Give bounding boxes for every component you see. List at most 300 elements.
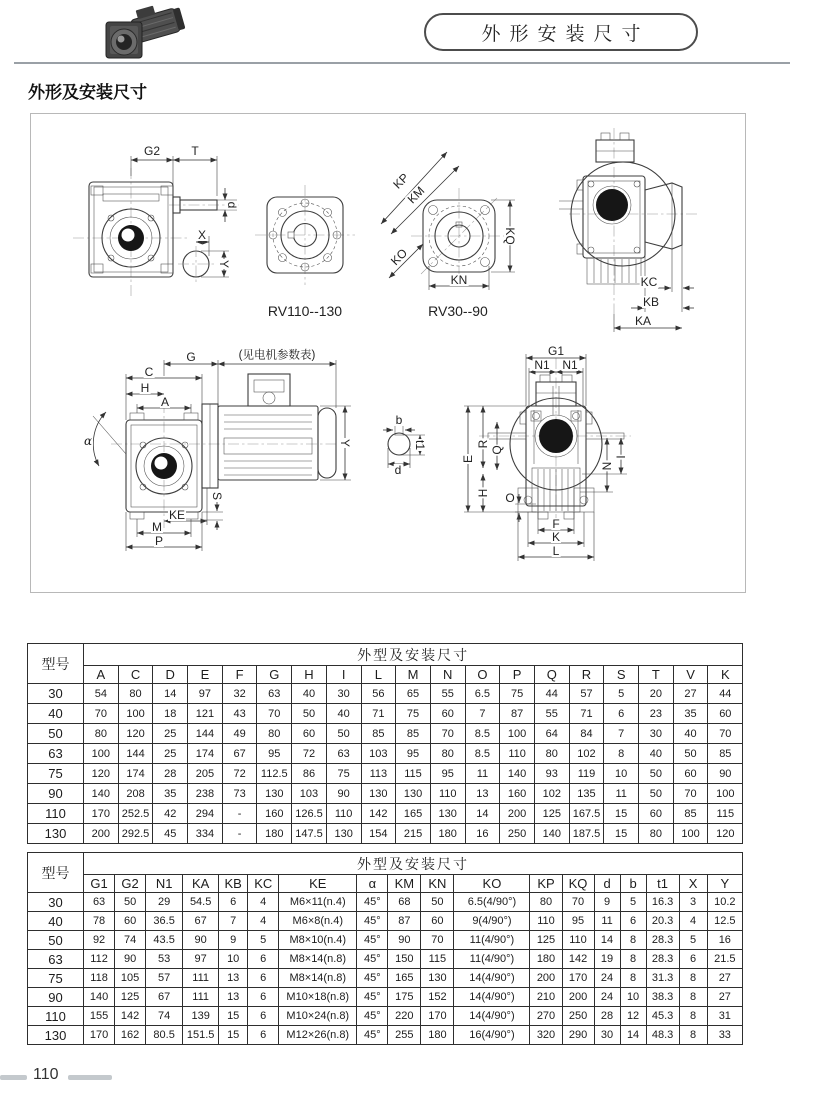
value-cell: 19 <box>594 950 620 969</box>
value-cell: 31.3 <box>646 969 679 988</box>
value-cell: 50 <box>639 764 674 784</box>
header-divider <box>14 62 790 64</box>
value-cell: 70 <box>257 704 292 724</box>
value-cell: 5 <box>620 893 646 912</box>
value-cell: 25 <box>153 744 188 764</box>
column-header: KB <box>219 875 248 893</box>
value-cell: 10 <box>620 988 646 1007</box>
value-cell: 50 <box>292 704 327 724</box>
column-header: KN <box>421 875 454 893</box>
value-cell: 147.5 <box>292 824 327 844</box>
value-cell: 6 <box>248 969 279 988</box>
value-cell: 16 <box>707 931 742 950</box>
value-cell: 29 <box>146 893 183 912</box>
table-row <box>28 1026 743 1045</box>
value-cell: 200 <box>562 988 594 1007</box>
value-cell: 11 <box>604 784 639 804</box>
value-cell: 35 <box>153 784 188 804</box>
value-cell: 294 <box>188 804 223 824</box>
dim-label-P: P <box>154 534 164 548</box>
value-cell: 70 <box>84 704 119 724</box>
value-cell: 121 <box>188 704 223 724</box>
dim-label-Q: Q <box>490 445 504 455</box>
value-cell: 11(4/90°) <box>454 931 530 950</box>
value-cell: 80 <box>534 744 569 764</box>
value-cell: 45.3 <box>646 1007 679 1026</box>
value-cell: 110 <box>430 784 465 804</box>
model-cell: 63 <box>28 950 84 969</box>
value-cell: 8 <box>679 969 707 988</box>
value-cell: 90 <box>183 931 219 950</box>
value-cell: 87 <box>500 704 535 724</box>
value-cell: 110 <box>326 804 361 824</box>
value-cell: 250 <box>562 1007 594 1026</box>
value-cell: 67 <box>222 744 257 764</box>
table-row <box>28 764 743 784</box>
value-cell: 9 <box>594 893 620 912</box>
value-cell: 111 <box>183 969 219 988</box>
value-cell: 187.5 <box>569 824 604 844</box>
value-cell: 167.5 <box>569 804 604 824</box>
technical-drawings-panel <box>30 113 746 593</box>
value-cell: 162 <box>115 1026 146 1045</box>
column-header: G2 <box>115 875 146 893</box>
model-cell: 90 <box>28 784 84 804</box>
value-cell: 43.5 <box>146 931 183 950</box>
value-cell: 150 <box>388 950 421 969</box>
value-cell: 95 <box>257 744 292 764</box>
value-cell: 70 <box>562 893 594 912</box>
table-row <box>28 969 743 988</box>
value-cell: 45° <box>357 969 388 988</box>
value-cell: 170 <box>562 969 594 988</box>
value-cell: 60 <box>639 804 674 824</box>
dim-label-KM: KM <box>404 183 428 207</box>
value-cell: 30 <box>326 684 361 704</box>
value-cell: 8.5 <box>465 744 500 764</box>
dim-label-Y-motor: Y <box>338 438 352 448</box>
dim-label-alpha: α <box>83 434 93 448</box>
model-cell: 110 <box>28 1007 84 1026</box>
value-cell: 142 <box>115 1007 146 1026</box>
dim-label-KN: KN <box>450 273 468 287</box>
value-cell: 75 <box>326 764 361 784</box>
value-cell: 5 <box>248 931 279 950</box>
column-header: V <box>673 666 708 684</box>
dim-label-X: X <box>197 228 207 242</box>
value-cell: 5 <box>679 931 707 950</box>
column-header: N <box>430 666 465 684</box>
value-cell: 42 <box>153 804 188 824</box>
value-cell: 205 <box>188 764 223 784</box>
value-cell: 250 <box>500 824 535 844</box>
value-cell: 57 <box>146 969 183 988</box>
value-cell: 45° <box>357 1026 388 1045</box>
column-header: KM <box>388 875 421 893</box>
dim-label-C: C <box>144 365 154 379</box>
value-cell: 155 <box>84 1007 115 1026</box>
value-cell: 74 <box>146 1007 183 1026</box>
motor-note: (见电机参数表) <box>238 349 316 362</box>
value-cell: 115 <box>708 804 743 824</box>
value-cell: 28 <box>594 1007 620 1026</box>
dim-label-O: O <box>505 491 515 505</box>
value-cell: 100 <box>673 824 708 844</box>
value-cell: M8×14(n.8) <box>279 950 357 969</box>
value-cell: 92 <box>84 931 115 950</box>
value-cell: 12 <box>620 1007 646 1026</box>
table-row <box>28 988 743 1007</box>
table1-column-headers <box>28 666 743 684</box>
value-cell: 13 <box>465 784 500 804</box>
column-header: Q <box>534 666 569 684</box>
value-cell: 140 <box>84 988 115 1007</box>
column-header: R <box>569 666 604 684</box>
value-cell: 15 <box>604 824 639 844</box>
value-cell: 6 <box>248 988 279 1007</box>
value-cell: 130 <box>421 969 454 988</box>
table-row <box>28 704 743 724</box>
value-cell: 15 <box>219 1026 248 1045</box>
value-cell: 70 <box>673 784 708 804</box>
footer-bar-left <box>0 1075 27 1080</box>
value-cell: 50 <box>673 744 708 764</box>
value-cell: 14(4/90°) <box>454 969 530 988</box>
column-header: G1 <box>84 875 115 893</box>
value-cell: 130 <box>257 784 292 804</box>
table-row <box>28 931 743 950</box>
value-cell: 80 <box>530 893 562 912</box>
value-cell: M6×11(n.4) <box>279 893 357 912</box>
value-cell: 54 <box>84 684 119 704</box>
table-row <box>28 893 743 912</box>
table-row <box>28 912 743 931</box>
value-cell: 290 <box>562 1026 594 1045</box>
value-cell: 80 <box>639 824 674 844</box>
value-cell: 8 <box>679 988 707 1007</box>
value-cell: 24 <box>594 969 620 988</box>
value-cell: 36.5 <box>146 912 183 931</box>
column-header: G <box>257 666 292 684</box>
value-cell: 63 <box>326 744 361 764</box>
column-header: Y <box>707 875 742 893</box>
model-cell: 75 <box>28 764 84 784</box>
dim-label-N1-right: N1 <box>562 358 578 372</box>
value-cell: 140 <box>500 764 535 784</box>
value-cell: 6 <box>248 950 279 969</box>
value-cell: 21.5 <box>707 950 742 969</box>
value-cell: 32 <box>222 684 257 704</box>
value-cell: 320 <box>530 1026 562 1045</box>
value-cell: 111 <box>183 988 219 1007</box>
drawings-svg <box>31 114 745 592</box>
value-cell: 180 <box>530 950 562 969</box>
value-cell: 31 <box>707 1007 742 1026</box>
value-cell: 100 <box>708 784 743 804</box>
value-cell: M10×18(n.8) <box>279 988 357 1007</box>
dim-label-I: I <box>614 455 628 459</box>
value-cell: 60 <box>115 912 146 931</box>
side-view-right <box>559 128 699 332</box>
value-cell: 115 <box>421 950 454 969</box>
value-cell: 160 <box>257 804 292 824</box>
column-header: KE <box>279 875 357 893</box>
value-cell: 67 <box>146 988 183 1007</box>
value-cell: 16.3 <box>646 893 679 912</box>
value-cell: 334 <box>188 824 223 844</box>
value-cell: 160 <box>500 784 535 804</box>
dim-label-Y-shaft: Y <box>217 259 231 269</box>
value-cell: 45° <box>357 931 388 950</box>
value-cell: 8.5 <box>465 724 500 744</box>
dim-label-E: E <box>461 454 475 464</box>
value-cell: 130 <box>326 824 361 844</box>
dim-label-T: T <box>191 144 199 158</box>
model-cell: 30 <box>28 893 84 912</box>
value-cell: 85 <box>396 724 431 744</box>
value-cell: 49 <box>222 724 257 744</box>
model-cell: 50 <box>28 724 84 744</box>
table1-body <box>28 684 743 844</box>
value-cell: 14(4/90°) <box>454 1007 530 1026</box>
value-cell: 4 <box>248 912 279 931</box>
page-badge-label: 外形安装尺寸 <box>481 23 650 45</box>
value-cell: 28.3 <box>646 931 679 950</box>
flange-view-rv110-130 <box>255 185 355 285</box>
value-cell: 90 <box>115 950 146 969</box>
value-cell: 6 <box>248 1026 279 1045</box>
value-cell: 64 <box>534 724 569 744</box>
value-cell: 14 <box>153 684 188 704</box>
dim-label-K: K <box>551 530 561 544</box>
table-row <box>28 804 743 824</box>
model-cell: 40 <box>28 912 84 931</box>
value-cell: 90 <box>708 764 743 784</box>
value-cell: 200 <box>84 824 119 844</box>
dim-label-G: G <box>186 350 196 364</box>
column-header: M <box>396 666 431 684</box>
value-cell: 60 <box>708 704 743 724</box>
value-cell: 252.5 <box>118 804 153 824</box>
value-cell: 11 <box>465 764 500 784</box>
value-cell: 170 <box>84 1026 115 1045</box>
table-row <box>28 784 743 804</box>
value-cell: 67 <box>183 912 219 931</box>
value-cell: 255 <box>388 1026 421 1045</box>
model-cell: 90 <box>28 988 84 1007</box>
value-cell: 112 <box>84 950 115 969</box>
value-cell: 60 <box>673 764 708 784</box>
dim-label-t1: t1 <box>413 439 427 451</box>
value-cell: 14 <box>594 931 620 950</box>
value-cell: 144 <box>118 744 153 764</box>
column-header: D <box>153 666 188 684</box>
table-row <box>28 824 743 844</box>
value-cell: 78 <box>84 912 115 931</box>
value-cell: 27 <box>707 988 742 1007</box>
value-cell: 65 <box>396 684 431 704</box>
value-cell: 60 <box>430 704 465 724</box>
dim-label-M: M <box>152 520 162 534</box>
value-cell: 12.5 <box>707 912 742 931</box>
section-title: 外形及安装尺寸 <box>28 83 147 102</box>
value-cell: 140 <box>534 824 569 844</box>
value-cell: 84 <box>569 724 604 744</box>
value-cell: 71 <box>361 704 396 724</box>
model-cell: 130 <box>28 1026 84 1045</box>
column-header: K <box>708 666 743 684</box>
dimensions-table-1 <box>27 643 743 844</box>
value-cell: 95 <box>396 744 431 764</box>
table2-corner-header: 型号 <box>28 853 84 893</box>
value-cell: 90 <box>326 784 361 804</box>
value-cell: 27 <box>673 684 708 704</box>
value-cell: 86 <box>292 764 327 784</box>
value-cell: 10 <box>219 950 248 969</box>
table2-body <box>28 893 743 1045</box>
value-cell: M8×10(n.4) <box>279 931 357 950</box>
dim-label-KP: KP <box>390 170 412 192</box>
value-cell: 175 <box>388 988 421 1007</box>
value-cell: 55 <box>534 704 569 724</box>
value-cell: 15 <box>219 1007 248 1026</box>
value-cell: 80 <box>84 724 119 744</box>
value-cell: 68 <box>388 893 421 912</box>
value-cell: 33 <box>707 1026 742 1045</box>
value-cell: 110 <box>562 931 594 950</box>
dim-label-G1: G1 <box>547 344 565 358</box>
value-cell: 85 <box>708 744 743 764</box>
value-cell: 54.5 <box>183 893 219 912</box>
dim-label-KO: KO <box>387 245 411 269</box>
column-header: KC <box>248 875 279 893</box>
value-cell: 140 <box>84 784 119 804</box>
value-cell: 20.3 <box>646 912 679 931</box>
model-cell: 63 <box>28 744 84 764</box>
value-cell: 72 <box>222 764 257 784</box>
value-cell: 6.5 <box>465 684 500 704</box>
column-header: KA <box>183 875 219 893</box>
value-cell: 238 <box>188 784 223 804</box>
value-cell: 60 <box>421 912 454 931</box>
value-cell: 139 <box>183 1007 219 1026</box>
value-cell: 174 <box>188 744 223 764</box>
table-row <box>28 724 743 744</box>
dim-label-d-keyway: d <box>394 463 402 477</box>
value-cell: 93 <box>534 764 569 784</box>
value-cell: 125 <box>534 804 569 824</box>
value-cell: 80 <box>430 744 465 764</box>
value-cell: 85 <box>673 804 708 824</box>
value-cell: 8 <box>620 969 646 988</box>
value-cell: 63 <box>257 684 292 704</box>
value-cell: 23 <box>639 704 674 724</box>
value-cell: 200 <box>530 969 562 988</box>
value-cell: 14(4/90°) <box>454 988 530 1007</box>
value-cell: 28 <box>153 764 188 784</box>
value-cell: 8 <box>679 1026 707 1045</box>
page-number: 110 <box>33 1066 59 1083</box>
column-header: L <box>361 666 396 684</box>
value-cell: 120 <box>84 764 119 784</box>
value-cell: 7 <box>219 912 248 931</box>
value-cell: 103 <box>361 744 396 764</box>
value-cell: 14 <box>465 804 500 824</box>
value-cell: 6 <box>219 893 248 912</box>
value-cell: 152 <box>421 988 454 1007</box>
column-header: I <box>326 666 361 684</box>
value-cell: 15 <box>604 804 639 824</box>
value-cell: 45 <box>153 824 188 844</box>
value-cell: 100 <box>84 744 119 764</box>
column-header: F <box>222 666 257 684</box>
value-cell: M10×24(n.8) <box>279 1007 357 1026</box>
model-cell: 75 <box>28 969 84 988</box>
column-header: P <box>500 666 535 684</box>
column-header: α <box>357 875 388 893</box>
model-cell: 40 <box>28 704 84 724</box>
dim-label-F: F <box>552 517 560 531</box>
model-cell: 50 <box>28 931 84 950</box>
value-cell: 130 <box>430 804 465 824</box>
value-cell: 80.5 <box>146 1026 183 1045</box>
value-cell: 14 <box>620 1026 646 1045</box>
value-cell: 10.2 <box>707 893 742 912</box>
product-photo <box>98 4 190 62</box>
value-cell: 8 <box>620 931 646 950</box>
dimensions-table-2 <box>27 852 743 1045</box>
dim-label-L: L <box>552 544 560 558</box>
dim-label-KE: KE <box>168 508 186 522</box>
value-cell: 71 <box>569 704 604 724</box>
value-cell: 8 <box>604 744 639 764</box>
value-cell: 50 <box>639 784 674 804</box>
value-cell: 215 <box>396 824 431 844</box>
value-cell: 165 <box>396 804 431 824</box>
column-header: b <box>620 875 646 893</box>
value-cell: 6 <box>620 912 646 931</box>
value-cell: 97 <box>188 684 223 704</box>
value-cell: 100 <box>118 704 153 724</box>
value-cell: 6 <box>679 950 707 969</box>
value-cell: 170 <box>421 1007 454 1026</box>
value-cell: 208 <box>118 784 153 804</box>
value-cell: 63 <box>84 893 115 912</box>
value-cell: 50 <box>326 724 361 744</box>
value-cell: 28.3 <box>646 950 679 969</box>
value-cell: 35 <box>673 704 708 724</box>
column-header: KQ <box>562 875 594 893</box>
table-row <box>28 950 743 969</box>
value-cell: 9 <box>219 931 248 950</box>
value-cell: 125 <box>530 931 562 950</box>
caption-rv110-130: RV110--130 <box>267 303 343 319</box>
column-header: E <box>188 666 223 684</box>
model-cell: 130 <box>28 824 84 844</box>
value-cell: 126.5 <box>292 804 327 824</box>
value-cell: 45° <box>357 950 388 969</box>
dim-label-N: N <box>600 461 614 471</box>
value-cell: 75 <box>500 684 535 704</box>
value-cell: 40 <box>673 724 708 744</box>
dim-label-b: b <box>395 413 403 427</box>
value-cell: 56 <box>361 684 396 704</box>
value-cell: 100 <box>500 724 535 744</box>
value-cell: 40 <box>326 704 361 724</box>
value-cell: 3 <box>679 893 707 912</box>
caption-rv30-90: RV30--90 <box>428 303 488 319</box>
value-cell: 53 <box>146 950 183 969</box>
